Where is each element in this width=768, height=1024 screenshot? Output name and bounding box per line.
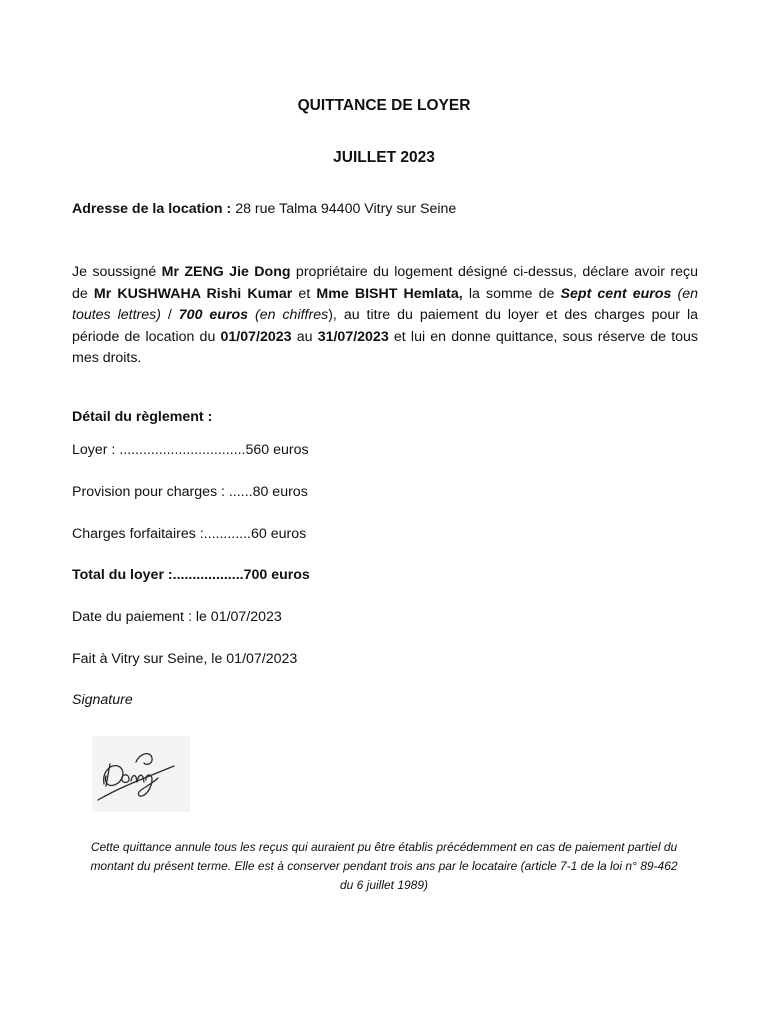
payment-detail-heading: Détail du règlement :: [72, 409, 213, 425]
declaration-text-6: /: [160, 307, 179, 323]
address-value: 28 rue Talma 94400 Vitry sur Seine: [231, 201, 457, 217]
rent-line: Loyer : ................................560 euros: [72, 442, 309, 458]
declaration-text-1: Je soussigné: [72, 264, 162, 280]
declaration-text-9: au: [291, 328, 318, 345]
declaration-text-2: propriétaire du logement désigné ci-dessus, déclare avoir reçu de: [72, 264, 698, 302]
declaration-text-10: et lui en donne quittance, sous réserve de tous mes droits.: [72, 328, 699, 366]
signature-label: Signature: [72, 692, 133, 708]
document-month: JUILLET 2023: [333, 149, 435, 166]
declaration-paragraph: [72, 262, 698, 370]
tenant-1-name: Mr KUSHWAHA Rishi Kumar: [93, 285, 293, 302]
amount-in-words: Sept cent euros: [560, 285, 672, 302]
rent-total-line: Total du loyer :..................700 euros: [72, 567, 310, 583]
document-title: QUITTANCE DE LOYER: [297, 97, 471, 114]
declaration-text-7: [248, 307, 255, 323]
flat-charges-line: Charges forfaitaires :............60 euros: [72, 526, 307, 542]
declaration-text-8: ), au titre du paiement du loyer et des charges pour la période de location du: [72, 307, 698, 345]
period-end-date: 31/07/2023: [317, 328, 389, 345]
signature-scribble: [92, 736, 190, 812]
receipt-legal-note: Cette quittance annule tous les reçus qui auraient pu être établis précédemment en cas de paiement partiel du montant du présent terme. Elle est à conserver pendant trois ans par le locataire (article 7-1 de la loi n° 89-462 du 6 juillet 1989): [90, 840, 678, 892]
declaration-text-3: et: [292, 285, 317, 302]
handwritten-signature: [92, 736, 190, 812]
amount-figures-note: (en chiffres: [255, 307, 329, 323]
rental-address: [72, 201, 456, 217]
place-and-date-line: Fait à Vitry sur Seine, le 01/07/2023: [72, 651, 298, 667]
owner-name: Mr ZENG Jie Dong: [161, 264, 291, 280]
address-label: Adresse de la location :: [72, 201, 232, 217]
declaration-text-4: la somme de: [462, 285, 561, 302]
tenant-2-name: Mme BISHT Hemlata,: [316, 285, 463, 302]
amount-in-figures: 700 euros: [178, 307, 249, 323]
payment-date-line: Date du paiement : le 01/07/2023: [72, 609, 282, 625]
amount-words-note: (en toutes lettres): [72, 285, 699, 323]
period-start-date: 01/07/2023: [220, 328, 292, 345]
charges-provision-line: Provision pour charges : ......80 euros: [72, 484, 308, 500]
